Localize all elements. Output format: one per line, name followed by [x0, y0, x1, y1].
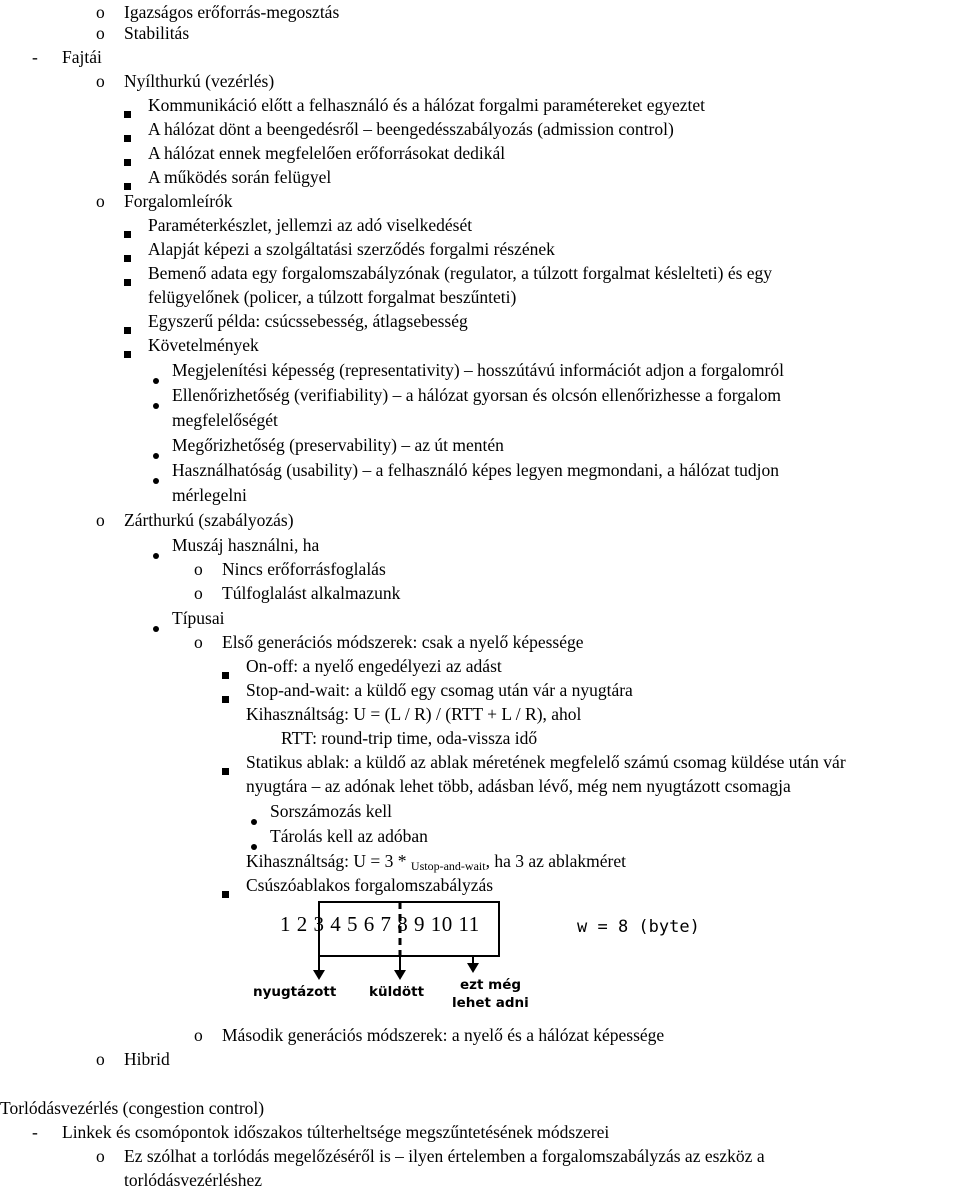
line-text: RTT: round-trip time, oda-vissza idő — [281, 728, 538, 748]
line-text: Igazságos erőforrás-megosztás — [124, 2, 340, 22]
bullet-square-icon — [124, 100, 131, 124]
line-text: Alapját képezi a szolgáltatási szerződés forgalmi részének — [148, 239, 555, 259]
line-text: A működés során felügyel — [148, 167, 332, 187]
bullet-o: o — [194, 583, 203, 603]
bullet-dash: - — [32, 1122, 38, 1142]
line-text: Nincs erőforrásfoglalás — [222, 559, 386, 579]
line-text: A hálózat dönt a beengedésről – beengedésszabályozás (admission control) — [148, 119, 674, 139]
bullet-o: o — [96, 71, 105, 91]
bullet-dot-icon — [153, 466, 159, 490]
bullet-dot-icon — [153, 366, 159, 390]
arrow-sent-head — [394, 970, 406, 980]
bullet-square-icon — [222, 757, 229, 781]
line-text: Tárolás kell az adóban — [270, 826, 428, 846]
bullet-o: o — [96, 23, 105, 43]
sequence-numbers: 1 2 3 4 5 6 7 8 9 10 11 — [280, 912, 480, 936]
line-text: Muszáj használni, ha — [172, 535, 320, 555]
bullet-o: o — [194, 632, 203, 652]
line-text: Egyszerű példa: csúcssebesség, átlagsebesség — [148, 311, 468, 331]
line-text: Nyílthurkú (vezérlés) — [124, 71, 275, 91]
line-text: Második generációs módszerek: a nyelő és a hálózat képessége — [222, 1025, 665, 1045]
line-text: Kihasználtság: U = (L / R) / (RTT + L / R), ahol — [246, 704, 582, 724]
bullet-o: o — [194, 1025, 203, 1045]
line-text: Első generációs módszerek: csak a nyelő képessége — [222, 632, 584, 652]
bullet-dot-icon — [153, 391, 159, 415]
line-text: felügyelőnek (policer, a túlzott forgalmat beszűnteti) — [148, 287, 517, 307]
formula-subscript: Ustop-and-wait — [410, 859, 486, 873]
bullet-dot-icon — [153, 614, 159, 638]
bullet-square-icon — [222, 880, 229, 904]
line-text: Túlfoglalást alkalmazunk — [222, 583, 401, 603]
line-text: Ez szólhat a torlódás megelőzéséről is – ilyen értelemben a forgalomszabályzás az eszköz a — [124, 1146, 765, 1166]
line-text: Csúszóablakos forgalomszabályzás — [246, 875, 494, 895]
line-text: Sorszámozás kell — [270, 801, 392, 821]
bullet-dash: - — [32, 47, 38, 67]
bullet-square-icon — [222, 661, 229, 685]
bullet-square-icon — [124, 244, 131, 268]
line-text: On-off: a nyelő engedélyezi az adást — [246, 656, 502, 676]
bullet-o: o — [96, 2, 105, 22]
line-text: Megjelenítési képesség (representativity) – hosszútávú információt adjon a forgalomról — [172, 360, 784, 380]
window-size-label: w = 8 (byte) — [577, 917, 700, 937]
bullet-square-icon — [124, 268, 131, 292]
line-text: Zárthurkú (szabályozás) — [124, 510, 294, 530]
line-text: Paraméterkészlet, jellemzi az adó viselkedését — [148, 215, 473, 235]
label-sent: küldött — [369, 984, 425, 1000]
bullet-square-icon — [124, 316, 131, 340]
bullet-square-icon — [124, 340, 131, 364]
bullet-dot-icon — [153, 441, 159, 465]
line-text: Statikus ablak: a küldő az ablak méretének megfelelő számú csomag küldése után vár — [246, 752, 846, 772]
line-text: mérlegelni — [172, 485, 247, 505]
line-text: Stop-and-wait: a küldő egy csomag után vár a nyugtára — [246, 680, 633, 700]
bullet-o: o — [96, 510, 105, 530]
line-text: megfelelőségét — [172, 410, 278, 430]
bullet-o: o — [96, 191, 105, 211]
label-acknowledged: nyugtázott — [253, 984, 337, 1000]
bullet-o: o — [96, 1146, 105, 1166]
arrow-can-send-head — [467, 963, 479, 973]
line-text: Hibrid — [124, 1049, 170, 1069]
bullet-square-icon — [124, 148, 131, 172]
bullet-dot-icon — [251, 832, 257, 856]
line-text: Kommunikáció előtt a felhasználó és a hálózat forgalmi paramétereket egyeztet — [148, 95, 706, 115]
line-text: Stabilitás — [124, 23, 190, 43]
label-can-send-2: lehet adni — [452, 995, 529, 1011]
line-text: Forgalomleírók — [124, 191, 233, 211]
line-text: nyugtára – az adónak lehet több, adásban lévő, még nem nyugtázott csomagja — [246, 776, 791, 796]
line-text: Kihasználtság: U = 3 * $_{Ustop-and-wait}$, ha 3 az ablakméret — [246, 851, 626, 873]
line-text: torlódásvezérléshez — [124, 1170, 262, 1190]
sliding-window-diagram — [253, 900, 740, 1020]
line-text: A hálózat ennek megfelelően erőforrásokat dedikál — [148, 143, 506, 163]
line-text: Fajtái — [62, 47, 102, 67]
line-text: Ellenőrizhetőség (verifiability) – a hálózat gyorsan és olcsón ellenőrizhesse a forgalom — [172, 385, 782, 405]
line-text: Típusai — [172, 608, 225, 628]
bullet-o: o — [96, 1049, 105, 1069]
bullet-dot-icon — [153, 541, 159, 565]
line-text: Linkek és csomópontok időszakos túlterheltsége megszűntetésének módszerei — [62, 1122, 610, 1142]
bullet-square-icon — [222, 685, 229, 709]
bullet-o: o — [194, 559, 203, 579]
line-text: Használhatóság (usability) – a felhasználó képes legyen megmondani, a hálózat tudjon — [172, 460, 779, 480]
label-can-send-1: ezt még — [460, 977, 522, 993]
bullet-dot-icon — [251, 807, 257, 831]
line-text: Bemenő adata egy forgalomszabályzónak (regulator, a túlzott forgalmat késlelteti) és egy — [148, 263, 773, 283]
bullet-square-icon — [124, 220, 131, 244]
line-text: Követelmények — [148, 335, 259, 355]
arrow-ack-head — [313, 970, 325, 980]
bullet-square-icon — [124, 124, 131, 148]
line-text: Torlódásvezérlés (congestion control) — [0, 1098, 265, 1118]
line-text: Megőrizhetőség (preservability) – az út mentén — [172, 435, 504, 455]
